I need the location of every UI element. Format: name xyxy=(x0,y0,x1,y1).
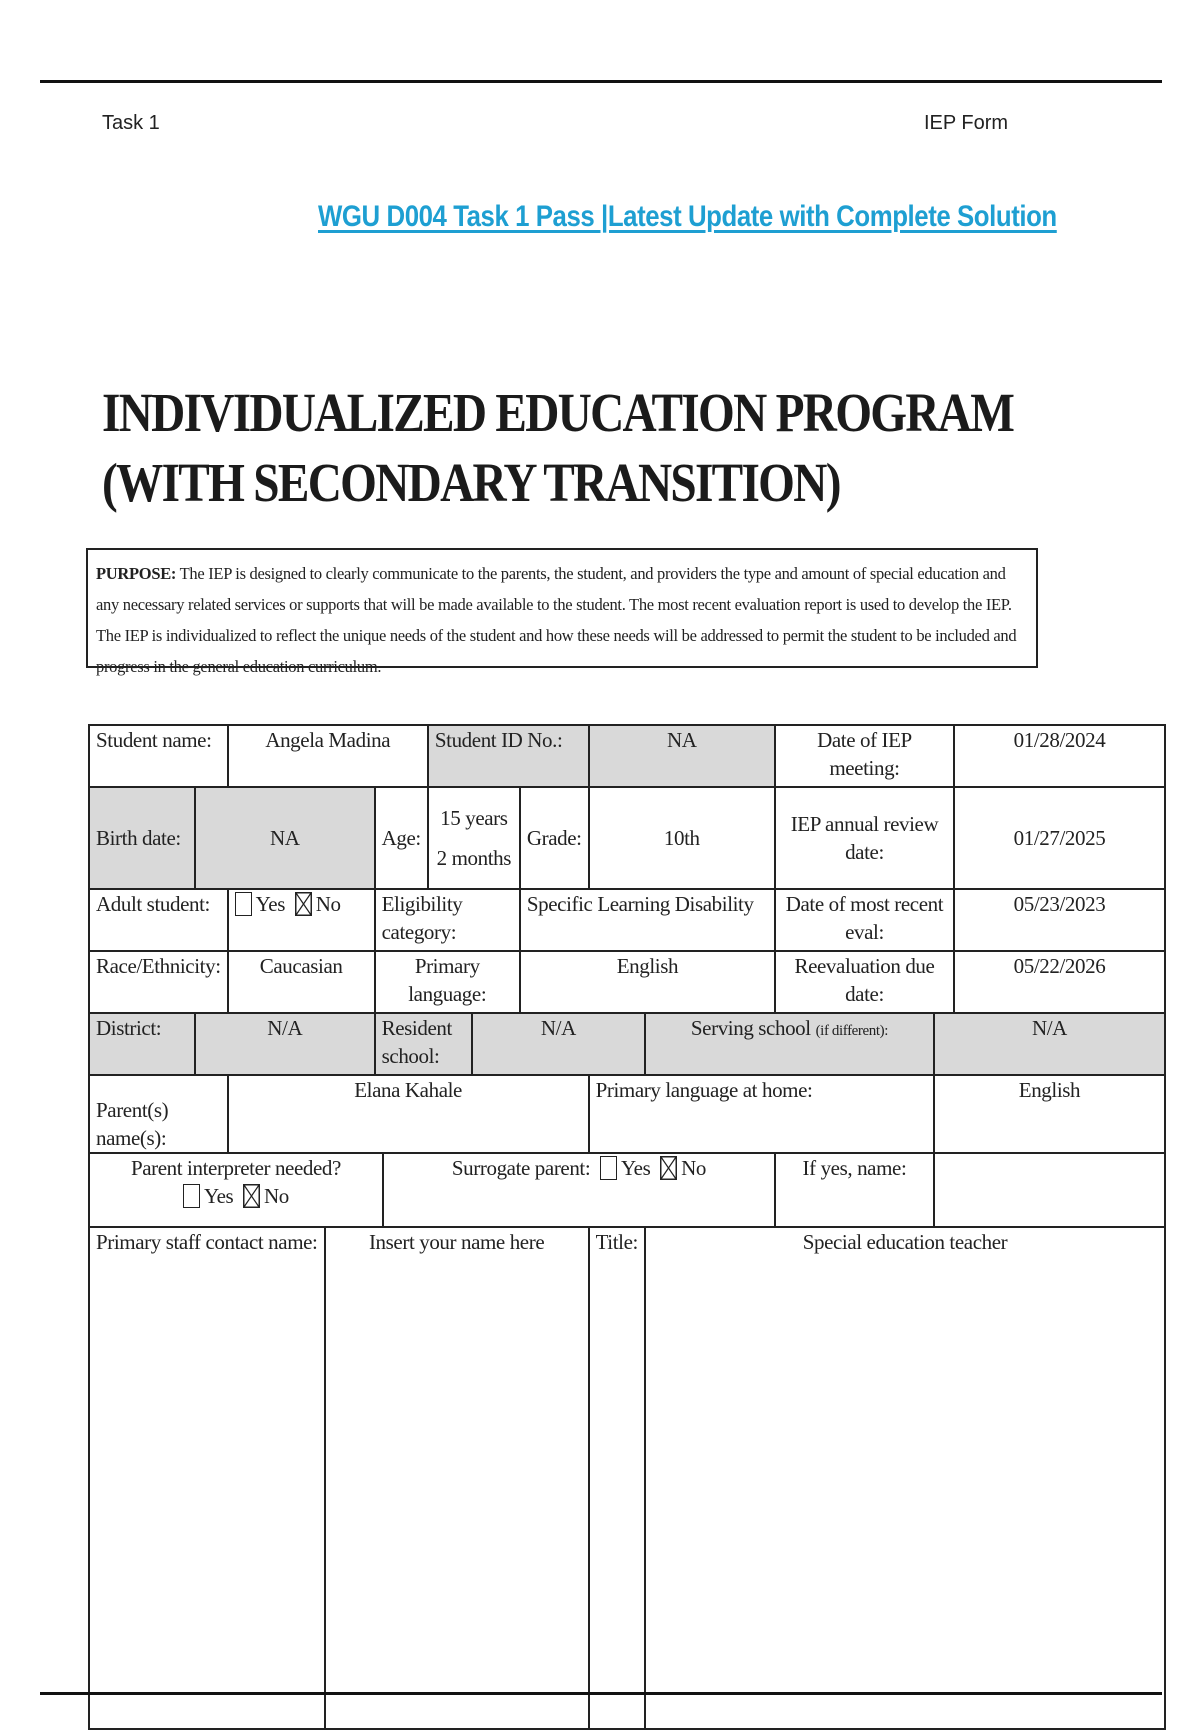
header-form-type: IEP Form xyxy=(924,112,1009,134)
adult-yes-label: Yes xyxy=(255,892,285,916)
reeval-field[interactable]: 05/22/2026 xyxy=(954,951,1165,1013)
interpreter-cell xyxy=(89,1153,383,1227)
interpreter-yes-label: Yes xyxy=(203,1184,234,1208)
student-id-label: Student ID No.: xyxy=(428,725,589,787)
interpreter-no-label: No xyxy=(264,1184,289,1208)
page-title xyxy=(102,378,1013,518)
annual-review-field[interactable]: 01/27/2025 xyxy=(954,787,1165,889)
surrogate-yes-label: Yes xyxy=(621,1156,651,1180)
title-line-1: INDIVIDUALIZED EDUCATION PROGRAM xyxy=(102,382,1014,443)
recent-eval-field[interactable]: 05/23/2023 xyxy=(954,889,1165,951)
surrogate-label: Surrogate parent: xyxy=(451,1156,591,1180)
reeval-label: Reevaluation due date: xyxy=(775,951,954,1013)
title-field[interactable]: Special education teacher xyxy=(645,1227,1165,1729)
serving-school-note: (if different): xyxy=(815,1023,889,1039)
iep-meeting-label: Date of IEP meeting: xyxy=(775,725,954,787)
adult-student-label: Adult student: xyxy=(89,889,228,951)
birth-date-field[interactable]: NA xyxy=(195,787,375,889)
staff-contact-field[interactable]: Insert your name here xyxy=(325,1227,589,1729)
serving-school-field[interactable]: N/A xyxy=(934,1013,1165,1075)
eligibility-field[interactable]: Specific Learning Disability xyxy=(520,889,775,951)
surrogate-cell xyxy=(383,1153,775,1227)
header-task: Task 1 xyxy=(102,112,160,134)
age-label: Age: xyxy=(375,787,428,889)
grade-label: Grade: xyxy=(520,787,589,889)
primary-language-label: Primary language: xyxy=(375,951,520,1013)
eligibility-label: Eligibility category: xyxy=(375,889,520,951)
parents-field[interactable]: Elana Kahale xyxy=(228,1075,589,1153)
age-field[interactable]: 15 years 2 months xyxy=(428,787,520,889)
race-field[interactable]: Caucasian xyxy=(228,951,375,1013)
adult-no-checkbox[interactable] xyxy=(295,892,312,916)
purpose-text: The IEP is designed to clearly communicate to the parents, the student, and providers the type and amount of special education and any necessary related services or supports that will be made available to the student. The most recent evaluation report is used to develop the IEP. The IEP is individualized to reflect the unique needs of the student and how these needs will be addressed to permit the student to be included and progress in the general education curriculum. xyxy=(96,564,1017,676)
surrogate-yes-checkbox[interactable] xyxy=(600,1156,617,1180)
title-label: Title: xyxy=(589,1227,645,1729)
iep-form-table xyxy=(88,724,1166,1730)
serving-school-label xyxy=(645,1013,934,1075)
grade-field[interactable]: 10th xyxy=(589,787,775,889)
adult-student-options xyxy=(228,889,375,951)
resident-school-field[interactable]: N/A xyxy=(472,1013,645,1075)
primary-language-field[interactable]: English xyxy=(520,951,775,1013)
title-line-2: (WITH SECONDARY TRANSITION) xyxy=(102,452,840,513)
iep-meeting-field[interactable]: 01/28/2024 xyxy=(954,725,1165,787)
resident-school-label: Resident school: xyxy=(375,1013,472,1075)
home-language-label: Primary language at home: xyxy=(589,1075,934,1153)
document-title-link[interactable]: WGU D004 Task 1 Pass |Latest Update with Complete Solution xyxy=(318,200,1057,233)
parents-label: Parent(s) name(s): xyxy=(89,1075,228,1153)
bottom-rule xyxy=(40,1692,1162,1695)
home-language-field[interactable]: English xyxy=(934,1075,1165,1153)
district-field[interactable]: N/A xyxy=(195,1013,375,1075)
adult-yes-checkbox[interactable] xyxy=(235,892,252,916)
top-rule xyxy=(40,80,1162,83)
student-name-field[interactable]: Angela Madina xyxy=(228,725,428,787)
surrogate-no-checkbox[interactable] xyxy=(660,1156,677,1180)
purpose-label: PURPOSE: xyxy=(96,564,177,583)
serving-school-label-text: Serving school xyxy=(690,1016,811,1040)
surrogate-no-label: No xyxy=(681,1156,706,1180)
interpreter-label: Parent interpreter needed? xyxy=(130,1156,341,1180)
adult-no-label: No xyxy=(315,892,341,916)
purpose-box xyxy=(86,548,1038,676)
interpreter-no-checkbox[interactable] xyxy=(243,1184,260,1208)
student-id-field[interactable]: NA xyxy=(589,725,775,787)
student-name-label: Student name: xyxy=(89,725,228,787)
birth-date-label: Birth date: xyxy=(89,787,195,889)
if-yes-field[interactable] xyxy=(934,1153,1165,1227)
annual-review-label: IEP annual review date: xyxy=(775,787,954,889)
interpreter-yes-checkbox[interactable] xyxy=(183,1184,200,1208)
if-yes-label: If yes, name: xyxy=(775,1153,934,1227)
district-label: District: xyxy=(89,1013,195,1075)
staff-contact-label: Primary staff contact name: xyxy=(89,1227,325,1729)
race-label: Race/Ethnicity: xyxy=(89,951,228,1013)
recent-eval-label: Date of most recent eval: xyxy=(775,889,954,951)
